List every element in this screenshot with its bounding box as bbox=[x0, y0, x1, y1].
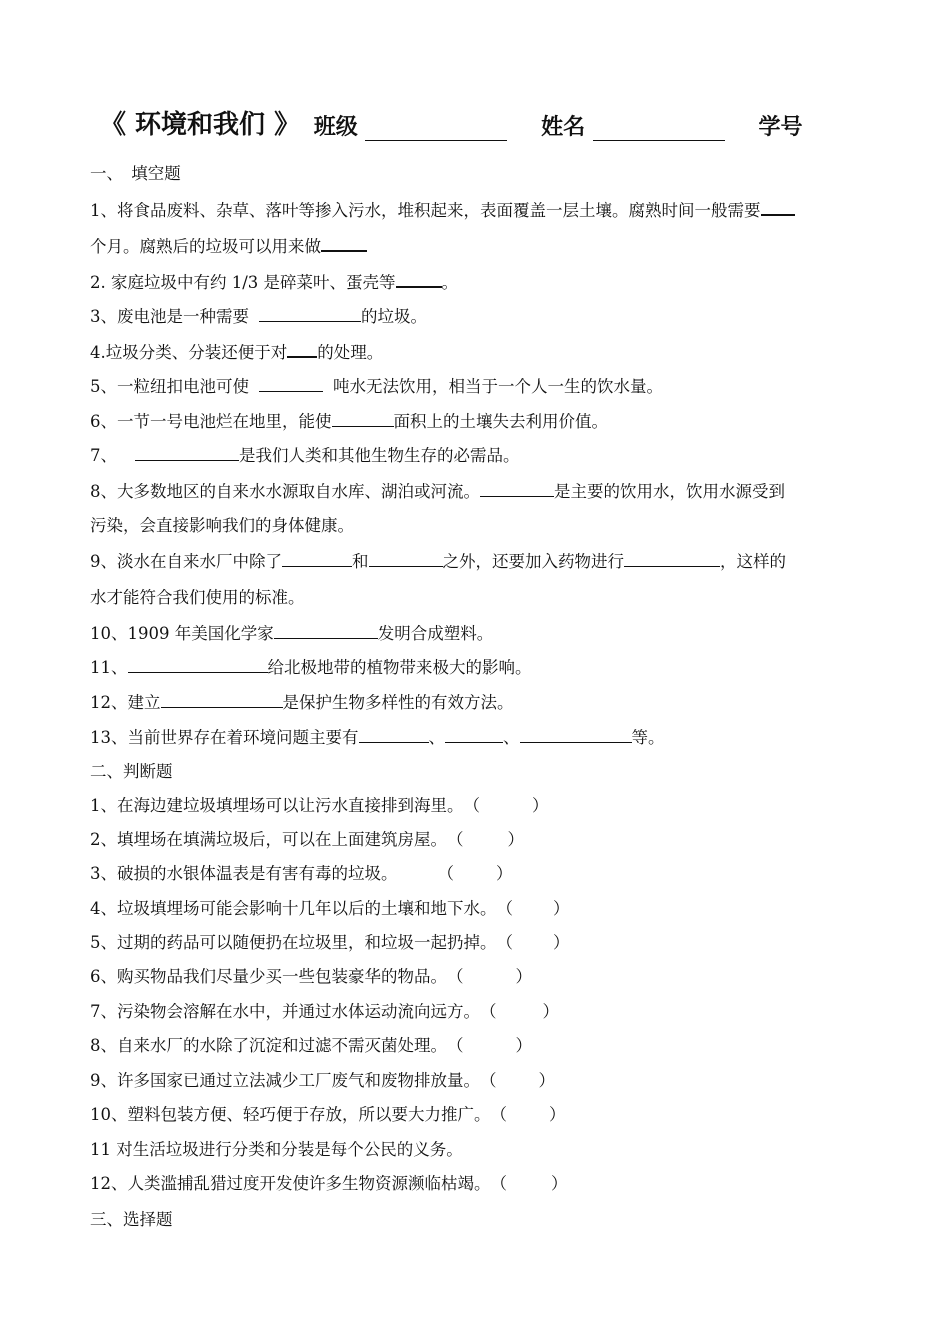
answer-blank[interactable] bbox=[161, 691, 283, 708]
answer-blank[interactable] bbox=[128, 656, 268, 673]
question-judge-4: 4、垃圾填埋场可能会影响十几年以后的土壤和地下水。（ ） bbox=[90, 899, 570, 918]
answer-blank[interactable] bbox=[445, 726, 503, 743]
question-fill-3: 3、废电池是一种需要 的垃圾。 bbox=[90, 307, 427, 326]
answer-bracket[interactable]: （ ） bbox=[437, 864, 513, 883]
question-fill-13: 13、当前世界存在着环境问题主要有 、 、 等。 bbox=[90, 728, 665, 747]
question-fill-8: 8、大多数地区的自来水水源取自水库、湖泊或河流。 是主要的饮用水，饮用水源受到 bbox=[90, 482, 785, 501]
answer-blank[interactable] bbox=[396, 270, 442, 288]
answer-blank[interactable] bbox=[359, 726, 429, 743]
question-judge-6: 6、购买物品我们尽量少买一些包装豪华的物品。（ ） bbox=[90, 967, 532, 986]
question-judge-9: 9、许多国家已通过立法减少工厂废气和废物排放量。（ ） bbox=[90, 1071, 555, 1090]
answer-blank[interactable] bbox=[259, 305, 361, 322]
answer-bracket[interactable]: （ ） bbox=[447, 1036, 532, 1055]
worksheet-title: 《 环境和我们 》 bbox=[100, 110, 301, 140]
question-fill-11: 11、 给北极地带的植物带来极大的影响。 bbox=[90, 658, 532, 677]
question-fill-7: 7、 是我们人类和其他生物生存的必需品。 bbox=[90, 446, 520, 465]
question-fill-6: 6、一节一号电池烂在地里，能使 面积上的土壤失去利用价值。 bbox=[90, 412, 608, 431]
question-judge-8: 8、自来水厂的水除了沉淀和过滤不需灭菌处理。（ ） bbox=[90, 1036, 532, 1055]
section-heading-choice: 三、选择题 bbox=[90, 1210, 173, 1229]
question-fill-2: 2. 家庭垃圾中有约 1/3 是碎菜叶、蛋壳等 。 bbox=[90, 270, 458, 294]
question-judge-1: 1、在海边建垃圾填埋场可以让污水直接排到海里。（ ） bbox=[90, 796, 549, 815]
question-fill-9: 9、淡水在自来水厂中除了 和 之外，还要加入药物进行 ，这样的 bbox=[90, 552, 786, 571]
class-blank[interactable] bbox=[365, 116, 507, 141]
answer-bracket[interactable]: （ ） bbox=[480, 1002, 559, 1021]
question-fill-1-cont: 个月。腐熟后的垃圾可以用来做 bbox=[90, 234, 367, 258]
question-fill-5: 5、一粒纽扣电池可使 吨水无法饮用，相当于一个人一生的饮水量。 bbox=[90, 377, 663, 396]
question-fill-9-cont: 水才能符合我们使用的标准。 bbox=[90, 588, 305, 607]
answer-blank[interactable] bbox=[321, 234, 367, 252]
answer-bracket[interactable]: （ ） bbox=[490, 1105, 566, 1124]
question-judge-12: 12、人类滥捕乱猎过度开发使许多生物资源濒临枯竭。（ ） bbox=[90, 1174, 568, 1193]
answer-blank[interactable] bbox=[520, 726, 632, 743]
answer-bracket[interactable]: （ ） bbox=[447, 967, 532, 986]
answer-blank[interactable] bbox=[480, 480, 554, 497]
section-heading-judge: 二、判断题 bbox=[90, 762, 173, 781]
worksheet-header bbox=[100, 104, 803, 144]
question-fill-4: 4.垃圾分类、分装还便于对 的处理。 bbox=[90, 340, 383, 364]
answer-blank[interactable] bbox=[332, 410, 394, 427]
section-heading-fill: 一、 填空题 bbox=[90, 164, 181, 183]
answer-blank[interactable] bbox=[624, 550, 720, 567]
question-fill-1: 1、将食品废料、杂草、落叶等掺入污水，堆积起来，表面覆盖一层土壤。腐熟时间一般需要 bbox=[90, 198, 795, 222]
answer-blank[interactable] bbox=[761, 198, 795, 216]
answer-bracket[interactable]: （ ） bbox=[447, 830, 524, 849]
question-fill-8-cont: 污染，会直接影响我们的身体健康。 bbox=[90, 516, 354, 535]
question-judge-10: 10、塑料包装方便、轻巧便于存放，所以要大力推广。（ ） bbox=[90, 1105, 566, 1124]
answer-blank[interactable] bbox=[369, 550, 443, 567]
answer-bracket[interactable]: （ ） bbox=[463, 796, 549, 815]
question-judge-5: 5、过期的药品可以随便扔在垃圾里，和垃圾一起扔掉。（ ） bbox=[90, 933, 570, 952]
answer-blank[interactable] bbox=[274, 622, 378, 639]
answer-bracket[interactable]: （ ） bbox=[480, 1071, 555, 1090]
question-fill-12: 12、建立 是保护生物多样性的有效方法。 bbox=[90, 693, 514, 712]
question-judge-7: 7、污染物会溶解在水中，并通过水体运动流向远方。（ ） bbox=[90, 1002, 559, 1021]
answer-blank[interactable] bbox=[259, 375, 323, 392]
question-judge-3: 3、破损的水银体温表是有害有毒的垃圾。 （ ） bbox=[90, 864, 513, 883]
name-blank[interactable] bbox=[593, 116, 725, 141]
answer-blank[interactable] bbox=[135, 444, 239, 461]
student-id-label: 学号 bbox=[758, 115, 803, 140]
name-label: 姓名 bbox=[541, 115, 586, 140]
question-fill-10: 10、1909 年美国化学家 发明合成塑料。 bbox=[90, 624, 494, 643]
class-label: 班级 bbox=[313, 115, 358, 140]
question-judge-2: 2、填埋场在填满垃圾后，可以在上面建筑房屋。（ ） bbox=[90, 830, 524, 849]
answer-bracket[interactable]: （ ） bbox=[490, 1174, 568, 1193]
answer-bracket[interactable]: （ ） bbox=[496, 933, 570, 952]
answer-blank[interactable] bbox=[282, 550, 352, 567]
answer-bracket[interactable]: （ ） bbox=[496, 899, 570, 918]
question-judge-11: 11 对生活垃圾进行分类和分装是每个公民的义务。 bbox=[90, 1140, 463, 1159]
answer-blank[interactable] bbox=[287, 340, 317, 358]
